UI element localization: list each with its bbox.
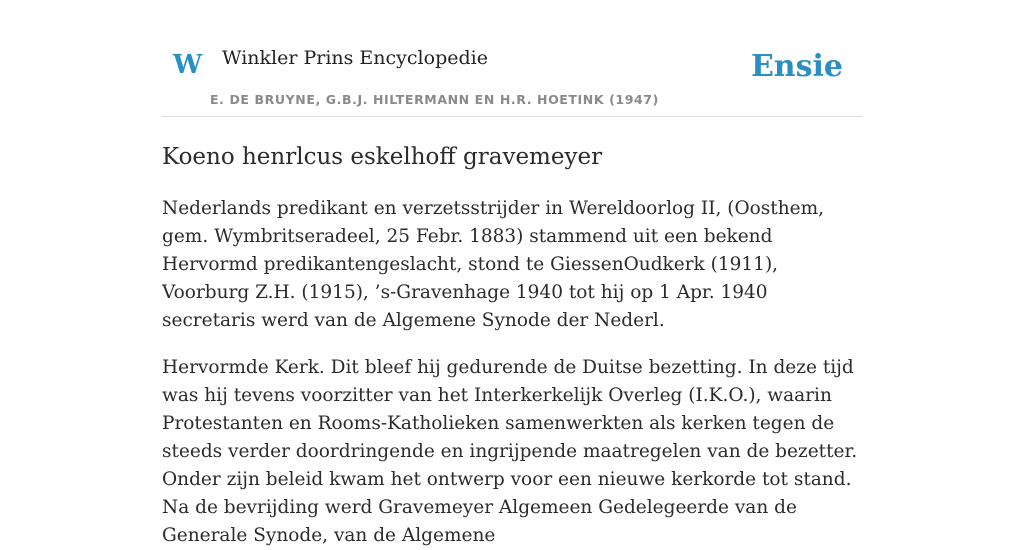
site-header (162, 0, 862, 117)
site-subtitle: E. DE BRUYNE, G.B.J. HILTERMANN EN H.R. HOETINK (1947) (210, 92, 659, 107)
page (162, 0, 862, 550)
logo-w-icon[interactable]: W (173, 50, 203, 80)
site-title[interactable]: Winkler Prins Encyclopedie (222, 47, 488, 69)
brand-logo[interactable]: Ensie (750, 49, 843, 84)
article-paragraph-1: Nederlands predikant en verzetsstrijder in Wereldoorlog II, (Oosthem, gem. Wymbritseradeel, 25 Febr. 1883) stammend uit een bekend Hervormd predikantengeslacht, stond te GiessenOudkerk (1911), Voorburg Z.H. (1915), ’s-Gravenhage 1940 tot hij op 1 Apr. 1940 secretaris werd van de Algemene Synode der Nederl. (162, 197, 824, 331)
article-paragraph-2: Hervormde Kerk. Dit bleef hij gedurende de Duitse bezetting. In deze tijd was hij tevens voorzitter van het Interkerkelijk Overleg (I.K.O.), waarin Protestanten en Rooms-Katholieken samenwerkten als kerken tegen de steeds verder doordringende en ingrijpende maatregelen van de bezetter. Onder zijn beleid kwam het ontwerp voor een nieuwe kerkorde tot stand. Na de bevrijding werd Gravemeyer Algemeen Gedelegeerde van de Generale Synode, van de Algemene (162, 356, 858, 546)
article-title: Koeno henrlcus eskelhoff gravemeyer (162, 144, 603, 170)
